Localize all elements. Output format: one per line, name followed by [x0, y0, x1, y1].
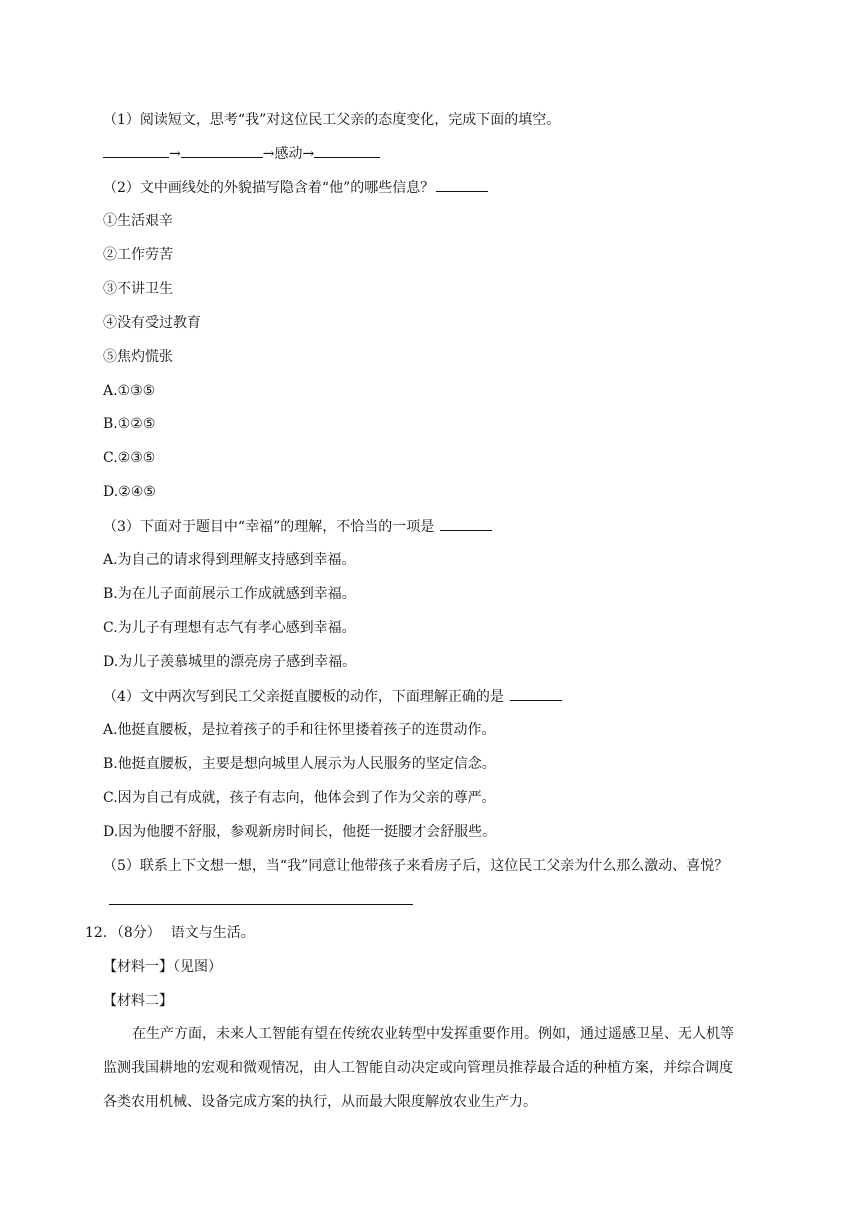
- answer-blank-s4[interactable]: [510, 686, 562, 701]
- option-d: D.因为他腰不舒服，参观新房时间长，他挺一挺腰才会舒服些。: [103, 824, 497, 840]
- q11-s4-question: [103, 686, 562, 707]
- material-two-label: 【材料二】: [103, 993, 173, 1009]
- q11-s3-question: [103, 516, 492, 537]
- q11-s3-prompt: （3）下面对于题目中“幸福”的理解，不恰当的一项是: [103, 519, 435, 535]
- fixed-word: 感动: [274, 146, 303, 162]
- option-d: D.②④⑤: [103, 484, 156, 500]
- material-one-label: 【材料一】（见图）: [103, 959, 222, 975]
- material-two-line: 在生产方面，未来人工智能有望在传统农业转型中发挥重要作用。例如，通过遥感卫星、无人机等: [132, 1026, 734, 1042]
- q11-s2-question: [103, 177, 488, 198]
- option-c: C.②③⑤: [103, 450, 156, 466]
- q11-s2-prompt: （2）文中画线处的外貌描写隐含着“他”的哪些信息？: [103, 180, 435, 196]
- info-item: ②工作劳苦: [103, 247, 173, 263]
- q11-s1-fill-row: [103, 143, 380, 164]
- option-b: B.为在儿子面前展示工作成就感到幸福。: [103, 586, 356, 602]
- option-c: C.为儿子有理想有志气有孝心感到幸福。: [103, 620, 356, 636]
- info-item: ④没有受过教育: [103, 315, 201, 331]
- info-item: ③不讲卫生: [103, 281, 173, 297]
- answer-blank-3[interactable]: [314, 143, 380, 158]
- arrow-1: →: [169, 146, 181, 162]
- option-a: A.为自己的请求得到理解支持感到幸福。: [103, 552, 356, 568]
- option-a: A.他挺直腰板，是拉着孩子的手和往怀里搂着孩子的连贯动作。: [103, 722, 496, 738]
- answer-line-s5[interactable]: [109, 904, 413, 905]
- option-b: B.他挺直腰板，主要是想向城里人展示为人民服务的坚定信念。: [103, 756, 496, 772]
- q11-s4-prompt: （4）文中两次写到民工父亲挺直腰板的动作，下面理解正确的是: [103, 689, 504, 705]
- q12-number: 12．（8分）: [85, 925, 161, 941]
- q12-header: [85, 923, 255, 943]
- q12-title: 语文与生活。: [170, 925, 255, 941]
- material-two-line: 各类农用机械、设备完成方案的执行，从而最大限度解放农业生产力。: [103, 1094, 537, 1110]
- answer-blank-1[interactable]: [103, 143, 169, 158]
- q11-s1-prompt: （1）阅读短文，思考“我”对这位民工父亲的态度变化，完成下面的填空。: [103, 112, 561, 128]
- answer-blank-s2[interactable]: [436, 177, 488, 192]
- arrow-2: →: [262, 146, 275, 162]
- option-a: A.①③⑤: [103, 383, 156, 399]
- answer-blank-s3[interactable]: [440, 516, 492, 531]
- option-c: C.因为自己有成就，孩子有志向，他体会到了作为父亲的尊严。: [103, 790, 496, 806]
- q11-s5-prompt: （5）联系上下文想一想，当“我”同意让他带孩子来看房子后，这位民工父亲为什么那么激动、喜悦？: [103, 858, 729, 874]
- option-d: D.为儿子羡慕城里的漂亮房子感到幸福。: [103, 654, 357, 670]
- info-item: ①生活艰辛: [103, 213, 173, 229]
- answer-blank-2[interactable]: [181, 143, 263, 158]
- info-item: ⑤焦灼慌张: [103, 349, 173, 365]
- arrow-3: →: [302, 146, 315, 162]
- option-b: B.①②⑤: [103, 416, 156, 432]
- material-two-line: 监测我国耕地的宏观和微观情况，由人工智能自动决定或向管理员推荐最合适的种植方案，并综合调度: [103, 1060, 733, 1076]
